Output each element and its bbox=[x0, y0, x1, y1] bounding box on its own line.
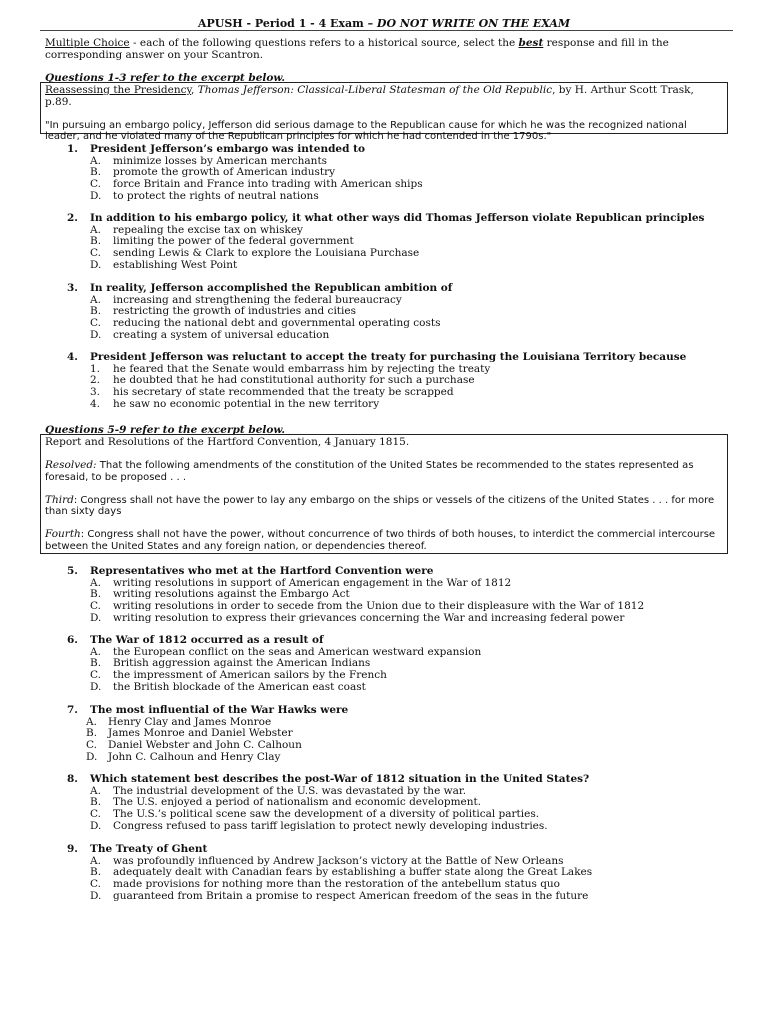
third-label: Third bbox=[45, 493, 74, 506]
question-5 bbox=[0, 566, 768, 625]
instructions bbox=[45, 37, 725, 61]
question-text: Which statement best describes the post-War of 1812 situation in the United States? bbox=[90, 773, 590, 785]
option-letter: B. bbox=[90, 796, 102, 809]
answer-option bbox=[0, 191, 768, 203]
option-letter: D. bbox=[90, 258, 102, 271]
option-text: guaranteed from Britain a promise to respect American freedom of the seas in the future bbox=[113, 889, 589, 902]
option-letter: A. bbox=[90, 576, 101, 589]
instructions-best: best bbox=[518, 37, 544, 49]
option-letter: B. bbox=[90, 235, 102, 248]
option-text: Henry Clay and James Monroe bbox=[108, 715, 272, 728]
question-number: 7. bbox=[67, 704, 78, 716]
option-letter: C. bbox=[90, 669, 101, 682]
option-text: increasing and strengthening the federal bureaucracy bbox=[113, 293, 402, 306]
answer-option bbox=[0, 613, 768, 625]
question-4 bbox=[0, 352, 768, 411]
question-text: In addition to his embargo policy, it what other ways did Thomas Jefferson violate Republican principles bbox=[90, 212, 705, 224]
option-letter: D. bbox=[90, 819, 102, 832]
source-quote: "In pursuing an embargo policy, Jefferson did serious damage to the Republican cause for which he was the recognized national leader, and he violated many of the Republican principles for which he had contended in the 1790s." bbox=[45, 119, 687, 143]
question-number: 9. bbox=[67, 843, 78, 855]
option-text: The U.S.’s political scene saw the development of a diversity of political parties. bbox=[113, 808, 540, 821]
question-number: 2. bbox=[67, 212, 78, 224]
option-letter: D. bbox=[86, 750, 98, 763]
exam-title bbox=[0, 17, 768, 30]
question-text: Representatives who met at the Hartford Convention were bbox=[90, 565, 434, 577]
option-text: limiting the power of the federal government bbox=[113, 235, 354, 248]
option-letter: B. bbox=[90, 866, 102, 879]
option-text: promote the growth of American industry bbox=[113, 166, 336, 179]
option-letter: A. bbox=[86, 715, 97, 728]
question-text: The Treaty of Ghent bbox=[90, 843, 208, 855]
option-text: the British blockade of the American east coast bbox=[113, 680, 366, 693]
option-letter: C. bbox=[90, 178, 101, 191]
question-number: 5. bbox=[67, 565, 78, 577]
option-letter: D. bbox=[90, 889, 102, 902]
option-text: The industrial development of the U.S. was devastated by the war. bbox=[113, 784, 467, 797]
option-text: his secretary of state recommended that the treaty be scrapped bbox=[113, 386, 454, 399]
question-1 bbox=[0, 144, 768, 203]
option-text: minimize losses by American merchants bbox=[113, 154, 328, 167]
option-letter: A. bbox=[90, 293, 101, 306]
option-text: was profoundly influenced by Andrew Jackson’s victory at the Battle of New Orleans bbox=[113, 854, 564, 867]
option-text: adequately dealt with Canadian fears by establishing a buffer state along the Great Lakes bbox=[113, 866, 593, 879]
option-letter: C. bbox=[90, 600, 101, 613]
source-box-1 bbox=[40, 82, 728, 143]
source-book: Thomas Jefferson: Classical-Liberal Statesman of the Old Republic bbox=[197, 84, 553, 96]
exam-title-warning: DO NOT WRITE ON THE EXAM bbox=[376, 17, 571, 30]
option-letter: 4. bbox=[90, 397, 101, 410]
option-letter: A. bbox=[90, 223, 101, 236]
option-letter: D. bbox=[90, 611, 102, 624]
option-letter: B. bbox=[90, 166, 102, 179]
option-letter: A. bbox=[90, 154, 101, 167]
hartford-third bbox=[45, 495, 723, 518]
instructions-text-a: - each of the following questions refers to a historical source, select the bbox=[129, 37, 519, 49]
section2-heading-tail: . bbox=[281, 424, 286, 436]
question-2 bbox=[0, 213, 768, 272]
question-8 bbox=[0, 774, 768, 833]
resolved-text: That the following amendments of the constitution of the United States be recommended to the states represented as foresaid, to be proposed . . . bbox=[45, 460, 694, 483]
option-text: James Monroe and Daniel Webster bbox=[108, 727, 293, 740]
fourth-label: Fourth bbox=[45, 528, 81, 541]
option-text: the impressment of American sailors by the French bbox=[113, 669, 387, 682]
option-text: John C. Calhoun and Henry Clay bbox=[108, 750, 281, 763]
option-text: British aggression against the American Indians bbox=[113, 657, 371, 670]
title-divider bbox=[40, 30, 733, 31]
answer-option bbox=[0, 752, 768, 764]
option-letter: 3. bbox=[90, 386, 101, 399]
option-text: the European conflict on the seas and American westward expansion bbox=[113, 645, 482, 658]
option-text: he doubted that he had constitutional authority for such a purchase bbox=[113, 374, 475, 387]
option-text: reducing the national debt and governmental operating costs bbox=[113, 317, 441, 330]
option-letter: B. bbox=[86, 727, 98, 740]
question-6 bbox=[0, 635, 768, 694]
option-text: force Britain and France into trading with American ships bbox=[113, 178, 423, 191]
question-number: 3. bbox=[67, 282, 78, 294]
source-citation bbox=[45, 85, 723, 108]
hartford-title: Report and Resolutions of the Hartford Convention, 4 January 1815. bbox=[45, 436, 410, 448]
question-number: 8. bbox=[67, 773, 78, 785]
resolved-label: Resolved: bbox=[45, 459, 97, 472]
option-text: The U.S. enjoyed a period of nationalism and economic development. bbox=[113, 796, 482, 809]
option-text: made provisions for nothing more than the restoration of the antebellum status quo bbox=[113, 878, 560, 891]
option-letter: D. bbox=[90, 189, 102, 202]
option-text: establishing West Point bbox=[113, 258, 238, 271]
option-text: repealing the excise tax on whiskey bbox=[113, 223, 303, 236]
option-letter: B. bbox=[90, 657, 102, 670]
question-number: 6. bbox=[67, 634, 78, 646]
option-text: restricting the growth of industries and cities bbox=[113, 305, 356, 318]
source-title: Reassessing the Presidency bbox=[45, 84, 192, 96]
option-letter: C. bbox=[90, 878, 101, 891]
question-number: 4. bbox=[67, 351, 78, 363]
section1-heading: Questions 1-3 refer to the excerpt below. bbox=[45, 72, 286, 84]
option-letter: D. bbox=[90, 680, 102, 693]
third-text: : Congress shall not have the power to lay any embargo on the ships or vessels of the citizens of the United States . . . for more than sixty days bbox=[45, 494, 715, 518]
option-text: writing resolutions in support of American engagement in the War of 1812 bbox=[113, 576, 512, 589]
option-letter: C. bbox=[90, 317, 101, 330]
source-rest: , by H. Arthur Scott Trask, p.89. bbox=[45, 84, 694, 108]
option-letter: C. bbox=[90, 808, 101, 821]
option-text: he saw no economic potential in the new territory bbox=[113, 397, 380, 410]
option-letter: A. bbox=[90, 645, 101, 658]
answer-option bbox=[0, 821, 768, 833]
option-letter: 2. bbox=[90, 374, 101, 387]
option-letter: A. bbox=[90, 854, 101, 867]
question-text: The most influential of the War Hawks were bbox=[90, 704, 349, 716]
source-box-2 bbox=[40, 434, 728, 554]
option-text: creating a system of universal education bbox=[113, 328, 330, 341]
option-letter: C. bbox=[90, 247, 101, 260]
answer-option bbox=[0, 330, 768, 342]
question-text: President Jefferson’s embargo was intended to bbox=[90, 143, 365, 155]
option-text: writing resolution to express their grievances concerning the War and increasing federal power bbox=[113, 611, 625, 624]
option-text: he feared that the Senate would embarrass him by rejecting the treaty bbox=[113, 362, 491, 375]
option-letter: C. bbox=[86, 739, 97, 752]
option-text: writing resolutions in order to secede from the Union due to their displeasure with the War of 1812 bbox=[113, 600, 645, 613]
question-number: 1. bbox=[67, 143, 78, 155]
instructions-label: Multiple Choice bbox=[45, 37, 130, 49]
option-text: Daniel Webster and John C. Calhoun bbox=[108, 739, 302, 752]
answer-option bbox=[0, 682, 768, 694]
exam-title-main: APUSH - Period 1 - 4 Exam – bbox=[197, 17, 377, 30]
option-text: Congress refused to pass tariff legislation to protect newly developing industries. bbox=[113, 819, 548, 832]
question-3 bbox=[0, 283, 768, 342]
hartford-resolved bbox=[45, 460, 723, 483]
question-text: President Jefferson was reluctant to accept the treaty for purchasing the Louisiana Territory because bbox=[90, 351, 687, 363]
option-letter: B. bbox=[90, 588, 102, 601]
source-sep: , bbox=[191, 84, 198, 96]
question-7 bbox=[0, 705, 768, 764]
option-letter: A. bbox=[90, 784, 101, 797]
answer-option bbox=[0, 399, 768, 411]
option-letter: D. bbox=[90, 328, 102, 341]
option-text: sending Lewis & Clark to explore the Louisiana Purchase bbox=[113, 247, 420, 260]
option-letter: B. bbox=[90, 305, 102, 318]
answer-option bbox=[0, 260, 768, 272]
section2-heading-text: Questions 5-9 refer to the excerpt below bbox=[45, 424, 282, 436]
option-text: writing resolutions against the Embargo Act bbox=[113, 588, 350, 601]
question-9 bbox=[0, 844, 768, 903]
option-letter: 1. bbox=[90, 362, 101, 375]
answer-option bbox=[0, 891, 768, 903]
question-text: The War of 1812 occurred as a result of bbox=[90, 634, 324, 646]
instructions-text-b: response and fill in the corresponding answer on your Scantron. bbox=[45, 37, 669, 61]
hartford-fourth bbox=[45, 529, 723, 552]
option-text: to protect the rights of neutral nations bbox=[113, 189, 319, 202]
fourth-text: : Congress shall not have the power, without concurrence of two thirds of both houses, to interdict the commercial intercourse between the United States and any foreign nation, or dependencies thereof. bbox=[45, 529, 716, 553]
question-text: In reality, Jefferson accomplished the Republican ambition of bbox=[90, 282, 453, 294]
